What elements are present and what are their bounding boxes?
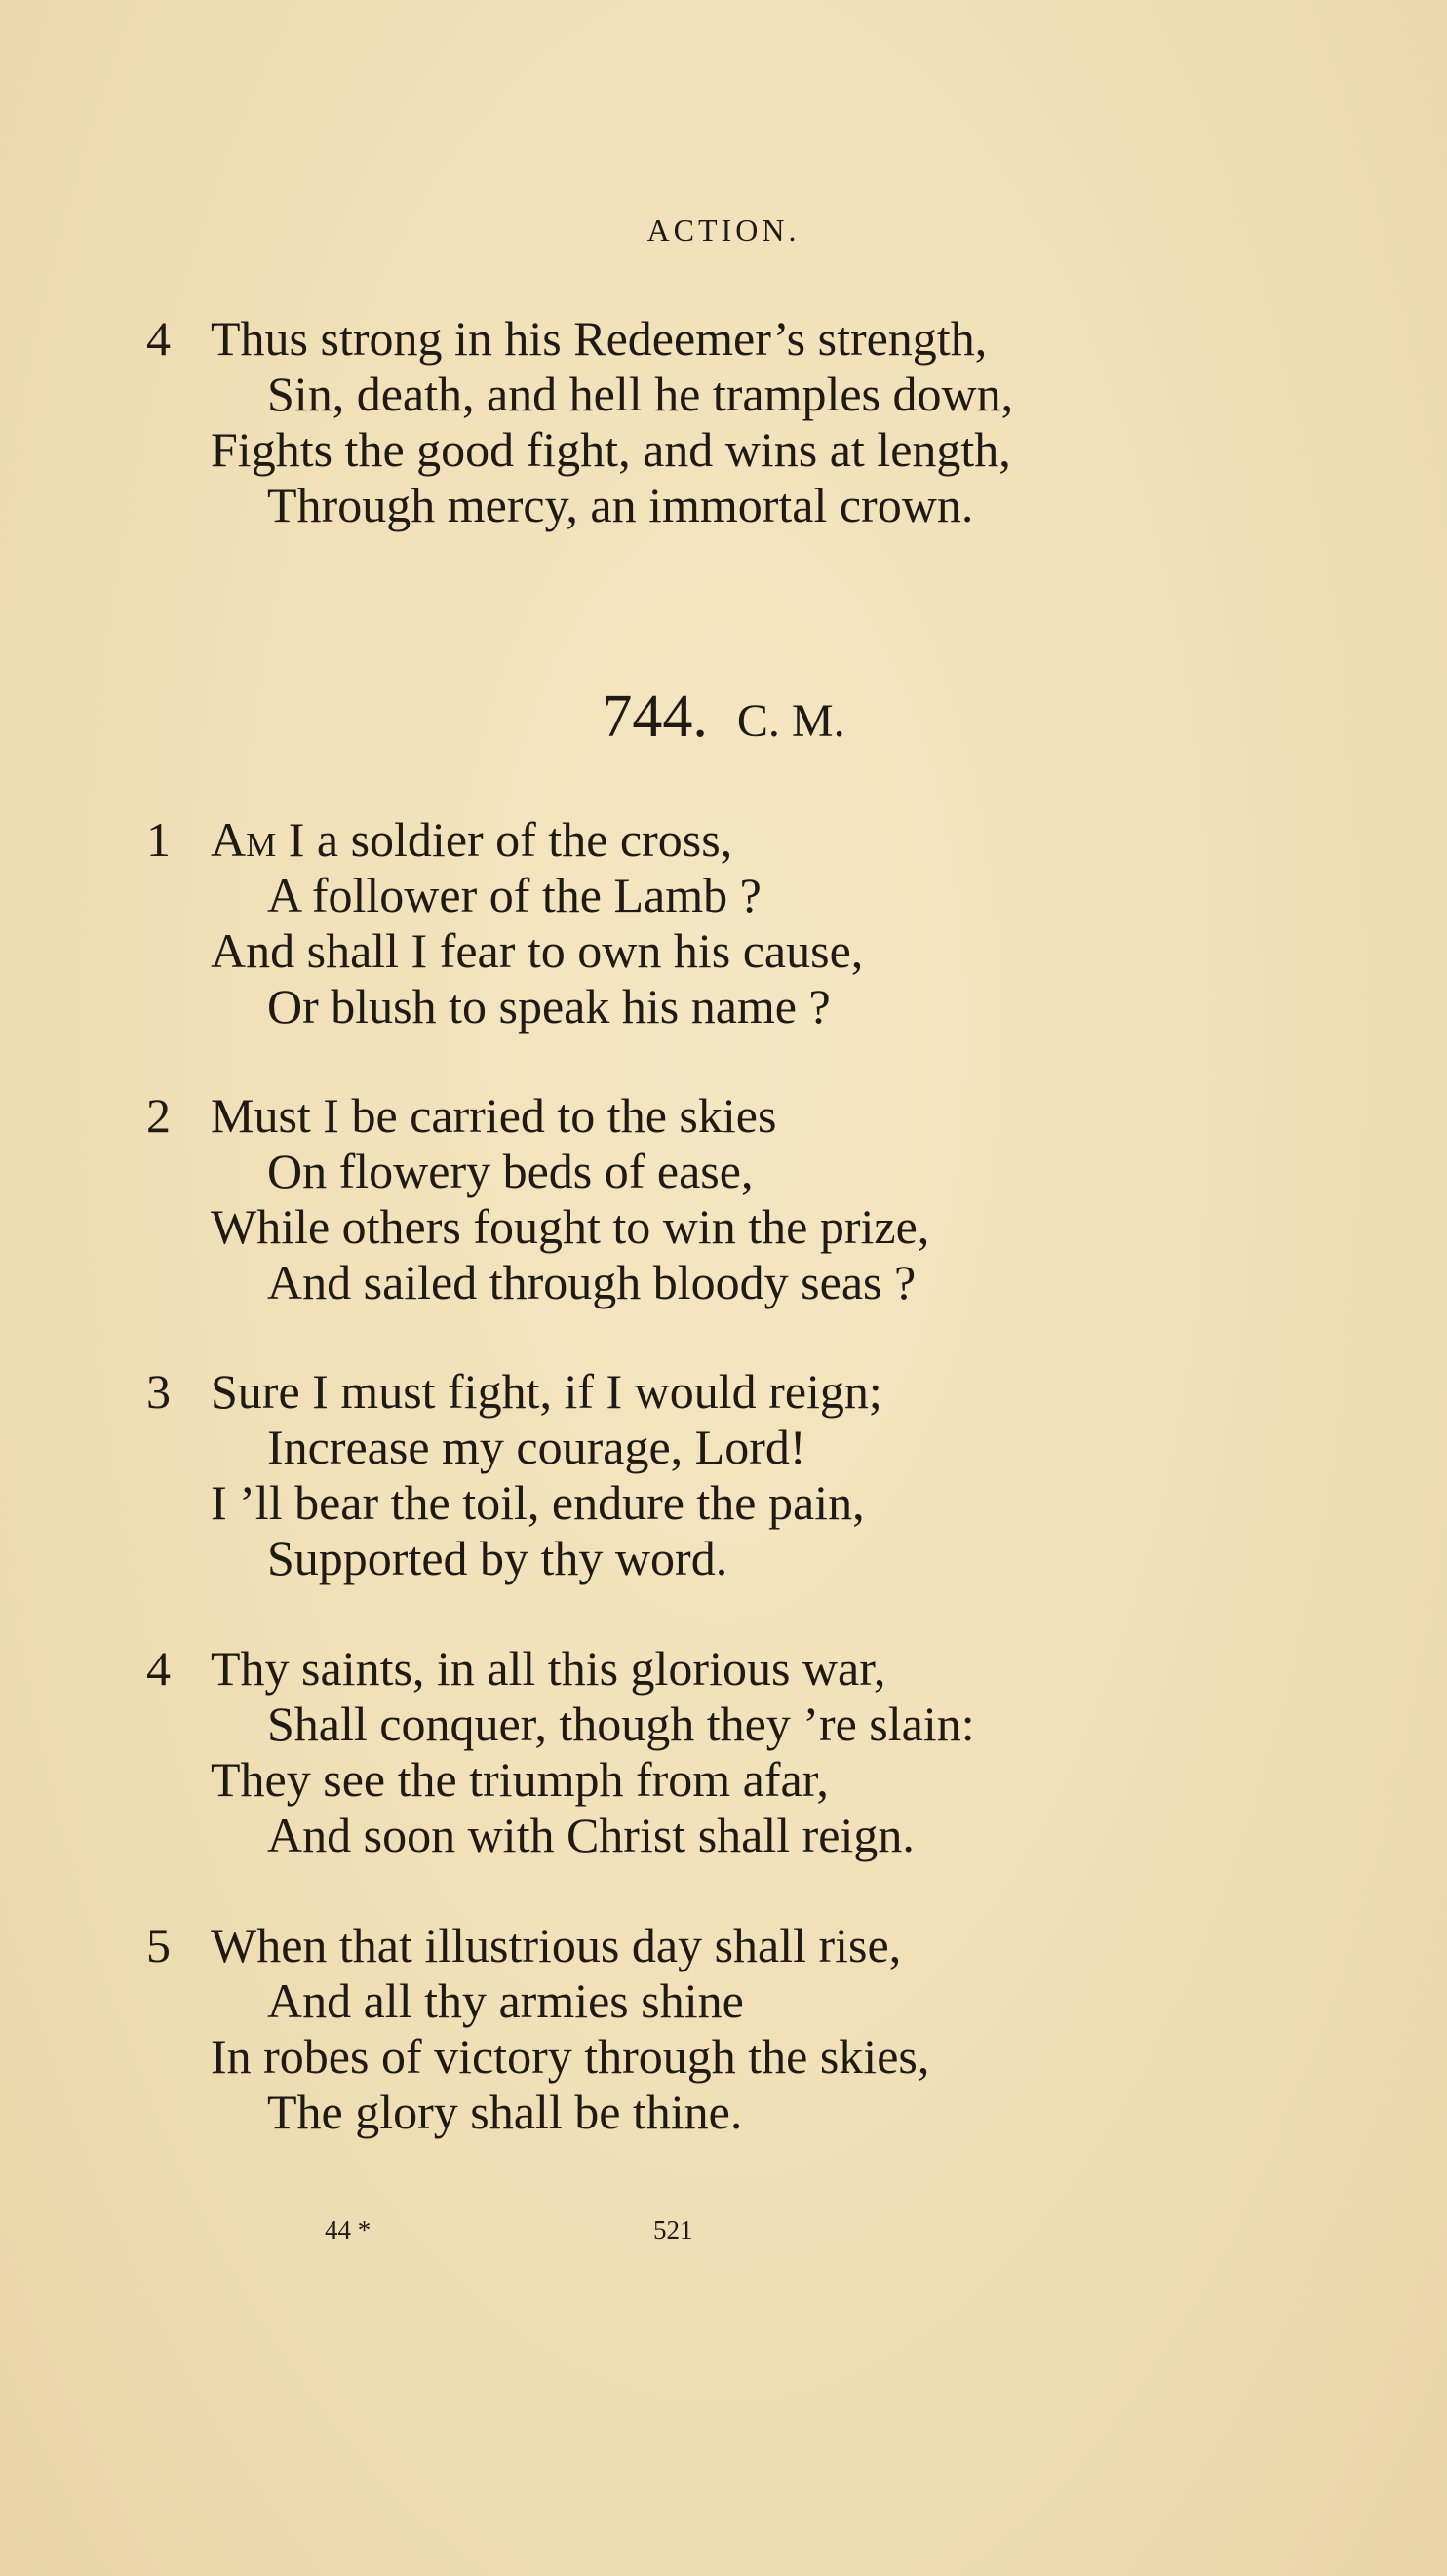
- verse-text: And shall I fear to own his cause,: [211, 923, 864, 978]
- verse-text: Supported by thy word.: [267, 1531, 728, 1585]
- verse-line: [146, 1255, 1316, 1310]
- verse-line: [146, 2029, 1316, 2085]
- verse-line: [146, 923, 1316, 979]
- verse-line: [146, 1918, 1316, 1973]
- verse-line: [146, 1364, 1316, 1420]
- signature-mark: 44 *: [325, 2215, 372, 2244]
- verse-line: [146, 1752, 1316, 1808]
- verse-text: Shall conquer, though they ’re slain:: [267, 1697, 975, 1751]
- first-word: Am: [211, 812, 277, 867]
- stanza-number: 1: [146, 812, 171, 867]
- stanza-2: [146, 1088, 1316, 1310]
- verse-line: [146, 979, 1316, 1034]
- verse-text: And soon with Christ shall reign.: [267, 1808, 915, 1862]
- verse-text: Fights the good fight, and wins at length,: [211, 422, 1011, 477]
- verse-line: [146, 1144, 1316, 1199]
- verse-line: [146, 422, 1316, 478]
- running-head: ACTION.: [646, 213, 801, 248]
- verse-line: [146, 1420, 1316, 1475]
- verse-text: Sure I must fight, if I would reign;: [211, 1364, 882, 1419]
- verse-text: And all thy armies shine: [267, 1973, 744, 2028]
- verse-line: [146, 311, 1316, 367]
- verse-line: [146, 1199, 1316, 1255]
- stanza-number: 5: [146, 1918, 171, 1972]
- verse-text: Through mercy, an immortal crown.: [267, 478, 974, 532]
- verse-text: And sailed through bloody seas ?: [267, 1255, 917, 1309]
- verse-line: [146, 2085, 1316, 2140]
- verse-text: When that illustrious day shall rise,: [211, 1918, 902, 1972]
- verse-text: [211, 812, 732, 868]
- verse-line: [146, 367, 1316, 422]
- verse-text: A follower of the Lamb ?: [267, 868, 762, 922]
- stanza-1: [146, 812, 1316, 1034]
- verse-line: [146, 868, 1316, 923]
- hymn-heading: [0, 683, 1447, 752]
- verse-line: [146, 1088, 1316, 1144]
- first-line-rest: I a soldier of the cross,: [276, 812, 733, 867]
- previous-hymn-stanza: [146, 311, 1316, 533]
- verse-line: [146, 1808, 1316, 1863]
- verse-line: [146, 1641, 1316, 1697]
- verse-text: Thy saints, in all this glorious war,: [211, 1641, 886, 1696]
- stanza-number: 3: [146, 1364, 171, 1419]
- verse-line: [146, 1475, 1316, 1531]
- hymn-number: 744.: [602, 683, 708, 750]
- stanza-3: [146, 1364, 1316, 1586]
- verse-text: In robes of victory through the skies,: [211, 2029, 930, 2084]
- verse-text: Must I be carried to the skies: [211, 1088, 777, 1143]
- stanza-number: 4: [146, 1641, 171, 1696]
- verse-line: [146, 812, 1316, 868]
- stanza-5: [146, 1918, 1316, 2140]
- verse-text: The glory shall be thine.: [267, 2085, 743, 2139]
- verse-text: Or blush to speak his name ?: [267, 979, 831, 1034]
- stanza-number: 2: [146, 1088, 171, 1143]
- verse-text: While others fought to win the prize,: [211, 1199, 930, 1254]
- verse-line: [146, 478, 1316, 533]
- stanza-number: 4: [146, 311, 171, 366]
- verse-line: [146, 1973, 1316, 2029]
- page-number: 521: [653, 2215, 693, 2244]
- verse-text: I ’ll bear the toil, endure the pain,: [211, 1475, 865, 1530]
- verse-text: They see the triumph from afar,: [211, 1752, 829, 1807]
- verse-text: Increase my courage, Lord!: [267, 1420, 806, 1474]
- stanza-4: [146, 1641, 1316, 1863]
- verse-line: [146, 1531, 1316, 1586]
- verse-text: Sin, death, and hell he tramples down,: [267, 367, 1014, 421]
- hymn-meter: C. M.: [736, 695, 845, 747]
- verse-text: Thus strong in his Redeemer’s strength,: [211, 311, 988, 366]
- verse-line: [146, 1697, 1316, 1752]
- verse-text: On flowery beds of ease,: [267, 1144, 754, 1198]
